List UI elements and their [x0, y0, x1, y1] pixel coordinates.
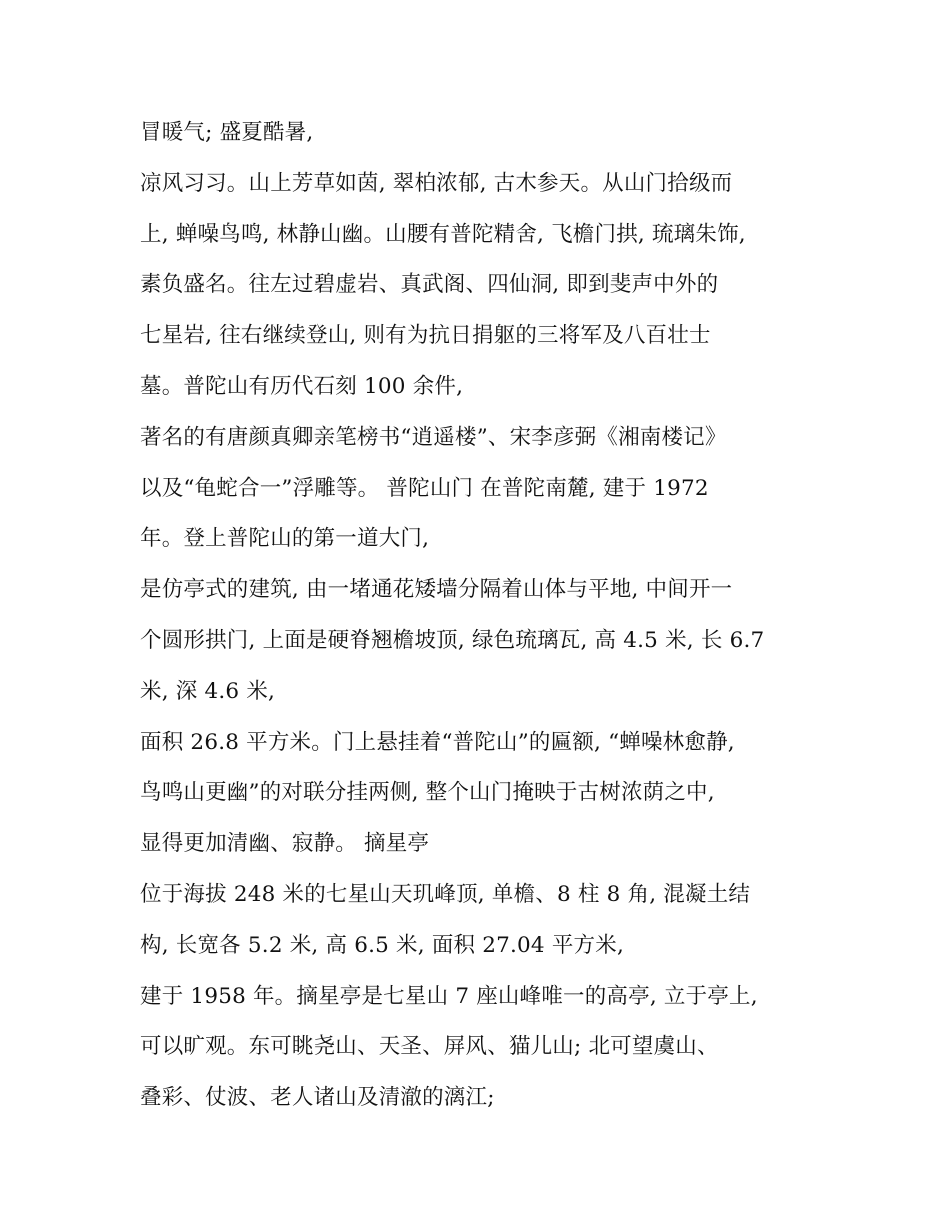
text-line: 墓。普陀山有历代石刻 100 余件,: [140, 373, 464, 399]
text-line: 凉风习习。山上芳草如茵, 翠柏浓郁, 古木参天。从山门拾级而: [140, 170, 733, 196]
text-line: 面积 26.8 平方米。门上悬挂着“普陀山”的匾额, “蝉噪林愈静,: [140, 729, 735, 755]
text-line: 素负盛名。往左过碧虚岩、真武阁、四仙洞, 即到斐声中外的: [140, 272, 719, 298]
text-line: 是仿亭式的建筑, 由一堵通花矮墙分隔着山体与平地, 中间开一: [140, 577, 733, 603]
body-text: [140, 108, 840, 1124]
text-line: 显得更加清幽、寂静。 摘星亭: [140, 831, 430, 857]
text-line: 七星岩, 往右继续登山, 则有为抗日捐躯的三将军及八百壮士: [140, 323, 711, 349]
text-line: 著名的有唐颜真卿亲笔榜书“逍遥楼”、宋李彦弼《湘南楼记》: [140, 424, 727, 450]
text-line: 构, 长宽各 5.2 米, 高 6.5 米, 面积 27.04 平方米,: [140, 932, 624, 958]
text-line: 叠彩、仗波、老人诸山及清澈的漓江;: [140, 1085, 495, 1111]
text-line: 建于 1958 年。摘星亭是七星山 7 座山峰唯一的高亭, 立于亭上,: [140, 983, 758, 1009]
text-line: 冒暖气; 盛夏酷暑,: [140, 120, 314, 145]
text-line: 年。登上普陀山的第一道大门,: [140, 526, 430, 552]
text-line: 位于海拔 248 米的七星山天玑峰顶, 单檐、8 柱 8 角, 混凝土结: [140, 881, 751, 907]
text-line: 可以旷观。东可眺尧山、天圣、屏风、猫儿山; 北可望虞山、: [140, 1034, 719, 1060]
text-line: 以及“龟蛇合一”浮雕等。 普陀山门 在普陀南麓, 建于 1972: [140, 475, 709, 501]
text-line: 米, 深 4.6 米,: [140, 678, 276, 704]
text-line: 上, 蝉噪鸟鸣, 林静山幽。山腰有普陀精舍, 飞檐门拱, 琉璃朱饰,: [140, 221, 746, 247]
text-line: 个圆形拱门, 上面是硬脊翘檐坡顶, 绿色琉璃瓦, 高 4.5 米, 长 6.7: [140, 627, 765, 653]
text-line: 鸟鸣山更幽”的对联分挂两侧, 整个山门掩映于古树浓荫之中,: [140, 780, 715, 806]
